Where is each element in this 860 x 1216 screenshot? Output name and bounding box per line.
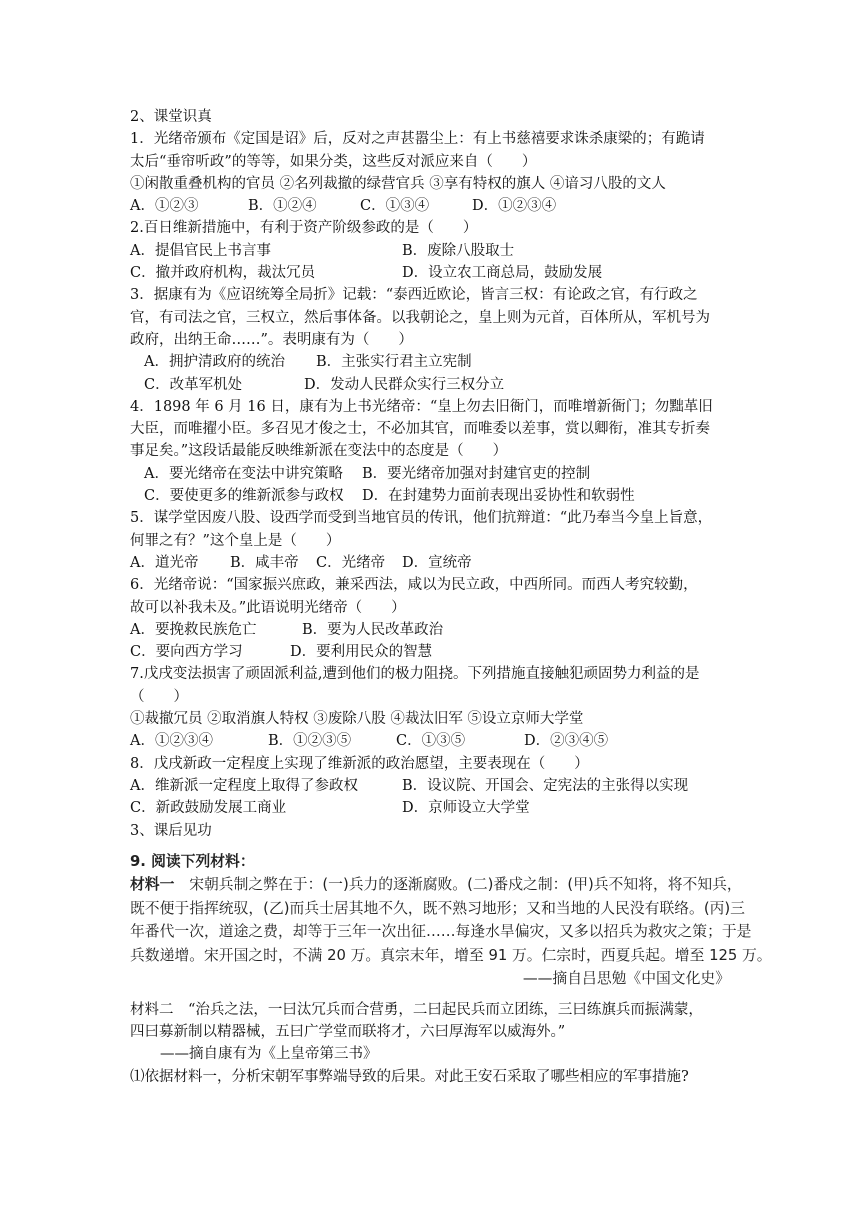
material-1-text: 宋朝兵制之弊在于：(一)兵力的逐渐腐败。(二)番戍之制：(甲)兵不知将，将不知兵，: [174, 876, 742, 894]
option-d: D．①②③④: [472, 198, 557, 215]
worksheet-body: [130, 106, 772, 1088]
option-d: D．发动人民群众实行三权分立: [304, 376, 505, 393]
option-b: B．主张实行君主立宪制: [316, 354, 472, 371]
material-2-line: 四曰募新制以精器械，五曰广学堂而联将才，六曰厚海军以威海外。”: [130, 1024, 566, 1041]
question-7: [130, 663, 730, 752]
material-1-line: 年番代一次，道途之费，却等于三年一次出征……每逢水旱偏灾，又多以招兵为救灾之策；于是: [130, 923, 752, 941]
question-1: [130, 128, 730, 217]
option-d: D．宣统帝: [402, 554, 472, 571]
option-a: A．提倡官民上书言事: [130, 242, 271, 259]
option-b: B．设议院、开国会、定宪法的主张得以实现: [402, 777, 689, 794]
material-2-line: 材料二 “治兵之法，一曰汰冗兵而合营勇，二曰起民兵而立团练，三曰练旗兵而振满蒙，: [130, 1001, 703, 1018]
material-1-line: 既不便于指挥统驭，(乙)而兵士居其地不久，既不熟习地形；又和当地的人民没有联络。(丙)三: [130, 899, 745, 917]
option-b: B．①②③⑤: [268, 733, 352, 750]
answer-options: [130, 240, 730, 262]
material-2: [130, 999, 730, 1088]
sub-question-1: ⑴依据材料一，分析宋朝军事弊端导致的后果。对此王安石采取了哪些相应的军事措施?: [130, 1068, 689, 1085]
option-a: A．①②③④: [130, 733, 213, 750]
material-1-label: 材料一: [130, 876, 175, 894]
option-c: C．改革军机处: [144, 376, 243, 393]
option-a: A．拥护清政府的统治: [144, 354, 285, 371]
question-text: 4．1898 年 6 月 16 日，康有为上书光绪帝：“皇上勿去旧衙门，而唯增新衙门；勿黜革旧: [130, 398, 713, 415]
option-a: A．要挽救民族危亡: [130, 621, 257, 638]
option-b: B．要为人民改革政治: [302, 621, 444, 638]
answer-options: [130, 262, 730, 284]
option-c: C．要使更多的维新派参与政权: [144, 488, 344, 505]
question-items: ①裁撤冗员 ②取消旗人特权 ③废除八股 ④裁汰旧军 ⑤设立京师大学堂: [130, 711, 584, 728]
material-2-source: ——摘自康有为《上皇帝第三书》: [160, 1046, 378, 1063]
material-1-source: ——摘自吕思勉《中国文化史》: [522, 970, 730, 988]
answer-options: [130, 641, 730, 663]
answer-options: [130, 351, 730, 373]
answer-options: [130, 619, 730, 641]
option-c: C．①③⑤: [396, 733, 466, 750]
question-items: ①闲散重叠机构的官员 ②名列裁撤的绿营官兵 ③享有特权的旗人 ④谙习八股的文人: [130, 175, 666, 192]
option-d: D．京师设立大学堂: [402, 800, 530, 817]
question-6: [130, 574, 730, 663]
question-4: [130, 396, 730, 507]
section-heading-class: 2、课堂识真: [130, 109, 212, 125]
question-text: 3．据康有为《应诏统筹全局折》记载：“泰西近欧论，皆言三权：有论政之官，有行政之: [130, 287, 698, 304]
question-text: 故可以补我未及。”此语说明光绪帝（ ）: [130, 599, 406, 616]
question-3: [130, 284, 730, 395]
answer-options: [130, 195, 730, 217]
answer-options: [130, 374, 730, 396]
option-d: D．②③④⑤: [524, 733, 609, 750]
option-c: C．①③④: [360, 198, 430, 215]
question-text: 6．光绪帝说：“国家振兴庶政，兼采西法，咸以为民立政，中西所同。而西人考究较勤，: [130, 577, 698, 594]
question-text: 1．光绪帝颁布《定国是诏》后，反对之声甚嚣尘上：有上书慈禧要求诛杀康梁的；有跪请: [130, 131, 705, 148]
question-text: 5．谋学堂因废八股、设西学而受到当地官员的传讯，他们抗辩道：“此乃奉当今皇上旨意，: [130, 510, 713, 527]
question-text: 官，有司法之官，三权立，然后事体备。以我朝论之，皇上则为元首，百体所从，军机号为: [130, 309, 710, 326]
option-d: D．在封建势力面前表现出妥协性和软弱性: [362, 488, 635, 505]
question-text: 政府，出纳王命……”。表明康有为（ ）: [130, 331, 413, 348]
option-a: A．维新派一定程度上取得了参政权: [130, 777, 358, 794]
option-d: D．要利用民众的智慧: [290, 644, 433, 661]
question-text: 8．戊戌新政一定程度上实现了维新派的政治愿望，主要表现在（ ）: [130, 755, 589, 772]
question-text: 2.百日维新措施中，有利于资产阶级参政的是（ ）: [130, 220, 478, 237]
question-text: 7.戊戌变法损害了顽固派利益,遭到他们的极力阻挠。下列措施直接触犯顽固势力利益的是: [130, 666, 700, 683]
question-text: 何罪之有？”这个皇上是（ ）: [130, 532, 341, 549]
option-b: B．废除八股取士: [402, 242, 515, 259]
option-c: C．新政鼓励发展工商业: [130, 800, 287, 817]
answer-options: [130, 730, 730, 752]
option-c: C．要向西方学习: [130, 644, 243, 661]
option-a: A．要光绪帝在变法中讲究策略: [144, 465, 343, 482]
option-c: C．光绪帝: [316, 554, 386, 571]
section-heading-homework: 3、课后见功: [130, 822, 212, 839]
question-9: [130, 850, 772, 991]
question-5: [130, 507, 730, 574]
option-b: B．咸丰帝: [230, 554, 299, 571]
question-8: [130, 753, 730, 820]
question-text: 大臣，而唯擢小臣。多召见才俊之士，不必加其官，而唯委以差事，赏以卿衔，准其专折奏: [130, 421, 710, 438]
answer-options: [130, 552, 730, 574]
question-2: [130, 217, 730, 284]
answer-options: [130, 775, 730, 797]
question-text: （ ）: [130, 688, 188, 705]
option-d: D．设立农工商总局，鼓励发展: [402, 265, 603, 282]
answer-options: [130, 797, 730, 819]
option-c: C．撤并政府机构，裁汰冗员: [130, 265, 316, 282]
option-a: A．道光帝: [130, 554, 199, 571]
answer-options: [130, 485, 730, 507]
material-1-line: [130, 873, 742, 897]
question-9-title: 9. 阅读下列材料：: [130, 852, 255, 870]
option-b: B．①②④: [248, 198, 317, 215]
option-a: A．①②③: [130, 198, 199, 215]
option-b: B．要光绪帝加强对封建官吏的控制: [362, 465, 591, 482]
question-text: 太后“垂帘听政”的等等，如果分类，这些反对派应来自（ ）: [130, 153, 537, 170]
material-1-line: 兵数递增。宋开国之时，不满 20 万。真宗末年，增至 91 万。仁宗时，西夏兵起。增至 125 万。: [130, 946, 772, 964]
answer-options: [130, 463, 730, 485]
question-text: 事足矣。”这段话最能反映维新派在变法中的态度是（ ）: [130, 443, 508, 460]
